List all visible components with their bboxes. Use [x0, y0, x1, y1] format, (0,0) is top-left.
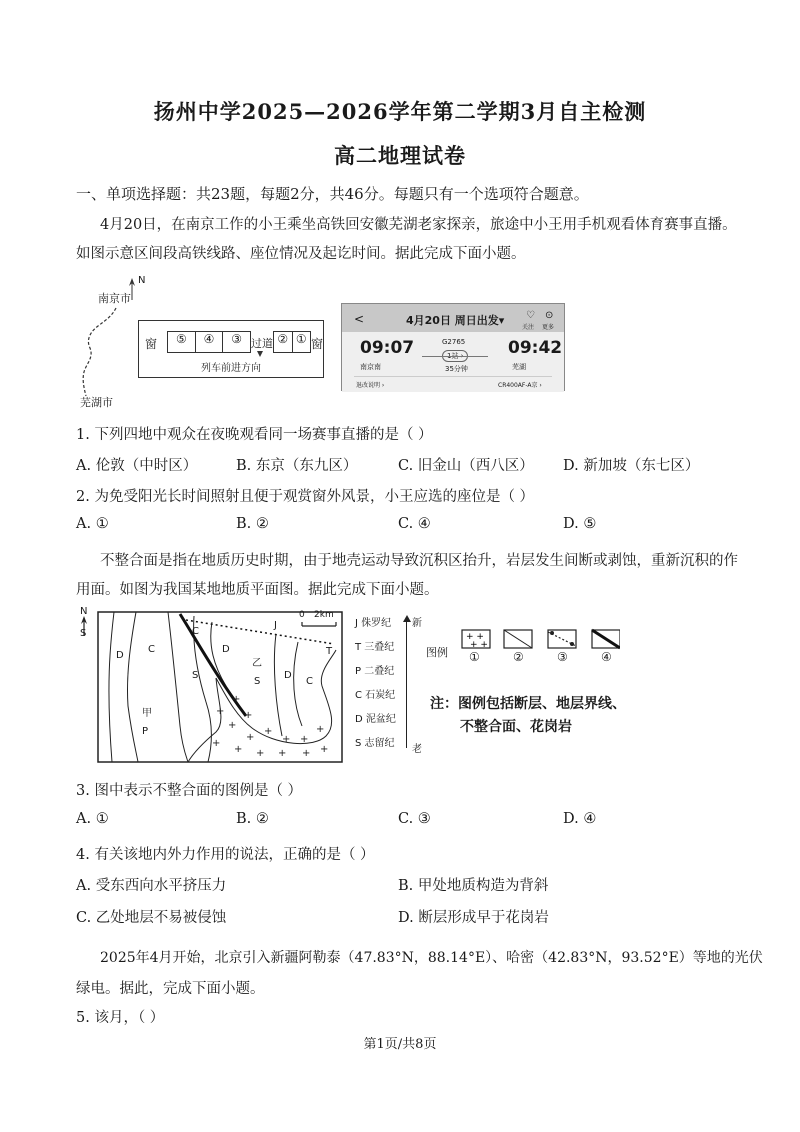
label-s1: S: [80, 628, 87, 639]
seat-1: ①: [295, 332, 307, 346]
stratum-t: T 三叠纪: [355, 642, 395, 653]
ticket-body: [342, 332, 564, 392]
legend-title: 图例: [426, 646, 448, 659]
dep-time: 09:07: [360, 338, 415, 358]
q4-option-a[interactable]: A. 受东西向水平挤压力: [76, 878, 227, 894]
page-number: 第1页/共8页: [363, 1037, 437, 1052]
q2-option-d[interactable]: D. ⑤: [563, 516, 597, 532]
age-old: 老: [412, 744, 422, 755]
map-city-nanjing: 南京市: [98, 292, 131, 305]
direction-label: 列车前进方向: [201, 363, 261, 374]
train-stops: 1站 ›: [442, 350, 468, 362]
train-type: CR400AF-A京 ›: [498, 382, 542, 389]
q2-stem: 2. 为免受阳光长时间照射且便于观赏窗外风景，小王应选的座位是（ ）: [76, 489, 535, 505]
stratum-j: J 侏罗纪: [355, 618, 392, 629]
scale-zero: 0: [299, 610, 305, 620]
legend-1: ①: [469, 650, 480, 664]
legend-4: ④: [601, 650, 612, 664]
ticket-follow: 关注: [522, 324, 535, 331]
seat-row-left: [167, 331, 251, 353]
window-left: 窗: [145, 337, 158, 351]
direction-arrow: [257, 351, 263, 357]
section-heading: 一、单项选择题：共23题，每题2分，共46分。每题只有一个选项符合题意。: [76, 185, 589, 203]
exam-subtitle: 高二地理试卷: [334, 143, 466, 168]
ticket-more: 更多: [542, 324, 555, 331]
train-number: G2765: [442, 338, 466, 346]
svg-text:+ +: + +: [470, 640, 488, 650]
q4-option-c[interactable]: C. 乙处地层不易被侵蚀: [76, 910, 227, 926]
q1-option-d[interactable]: D. 新加坡（东七区）: [563, 458, 700, 474]
q1-option-a[interactable]: A. 伦敦（中时区）: [76, 458, 198, 474]
service-info: 退改说明 ›: [356, 382, 385, 389]
q3-option-a[interactable]: A. ①: [76, 811, 109, 827]
seat-5: ⑤: [168, 332, 196, 352]
passage3-line1: 2025年4月开始，北京引入新疆阿勒泰（47.83°N，88.14°E）、哈密（42.83°N，93.52°E）等地的光伏: [100, 950, 763, 966]
label-c3: C: [306, 676, 313, 687]
ticket-divider: [354, 376, 552, 377]
dep-station: 南京南: [360, 363, 381, 371]
svg-text:+: +: [228, 720, 237, 731]
label-s3: S: [254, 676, 261, 687]
arr-time: 09:42: [508, 338, 563, 358]
trip-duration: 35分钟: [445, 365, 468, 373]
more-icon: ⊙: [545, 310, 554, 321]
svg-text:+: +: [282, 734, 291, 745]
strata-column: [355, 614, 425, 754]
aisle-label: 过道: [251, 337, 273, 350]
label-d2: D: [222, 644, 230, 655]
svg-text:+: +: [216, 706, 225, 717]
seat-4: ④: [196, 332, 224, 352]
seat-row-right: [273, 331, 311, 353]
svg-text:+: +: [246, 732, 255, 743]
passage1-line2: 如图示意区间段高铁线路、座位情况及起讫时间。据此完成下面小题。: [76, 246, 526, 262]
scale-km: 2km: [314, 610, 334, 620]
stratum-d: D 泥盆纪: [355, 714, 396, 725]
stratum-p: P 二叠纪: [355, 666, 395, 677]
svg-text:+: +: [256, 748, 265, 759]
label-j1: J: [274, 620, 277, 631]
legend-3: ③: [557, 650, 568, 664]
ticket-card: [341, 303, 565, 391]
route-line: [422, 356, 488, 357]
q3-stem: 3. 图中表示不整合面的图例是（ ）: [76, 783, 303, 799]
stratum-c: C 石炭纪: [355, 690, 396, 701]
q4-option-d[interactable]: D. 断层形成早于花岗岩: [398, 910, 549, 926]
legend-symbols: [460, 628, 620, 668]
exam-title: 扬州中学2025—2026学年第二学期3月自主检测: [153, 99, 647, 124]
q3-option-b[interactable]: B. ②: [236, 811, 269, 827]
q4-option-b[interactable]: B. 甲处地质构造为背斜: [398, 878, 549, 894]
q3-option-d[interactable]: D. ④: [563, 811, 597, 827]
q4-stem: 4. 有关该地内外力作用的说法，正确的是（ ）: [76, 847, 375, 863]
age-arrow-icon: [403, 615, 411, 622]
map-city-wuhu: 芜湖市: [80, 396, 113, 409]
age-young: 新: [412, 618, 422, 629]
svg-text:+ +: + +: [466, 632, 484, 642]
label-c2: C: [192, 626, 199, 637]
map-north: N: [138, 275, 146, 286]
legend-note-line1: 注：图例包括断层、地层界线、: [430, 696, 626, 712]
q1-option-c[interactable]: C. 旧金山（西八区）: [398, 458, 534, 474]
svg-text:+: +: [234, 744, 243, 755]
legend-note-line2: 不整合面、花岗岩: [460, 719, 572, 735]
label-d3: D: [284, 670, 292, 681]
q2-option-c[interactable]: C. ④: [398, 516, 431, 532]
label-d1: D: [116, 650, 124, 661]
label-yi: 乙: [252, 658, 262, 669]
label-s2: S: [192, 670, 199, 681]
geology-map: [76, 606, 346, 766]
svg-text:+: +: [232, 694, 241, 705]
age-axis: [406, 620, 407, 748]
geo-north: N: [80, 606, 88, 617]
label-c1: C: [148, 644, 155, 655]
svg-text:+: +: [264, 726, 273, 737]
svg-text:+: +: [320, 744, 329, 755]
q1-option-b[interactable]: B. 东京（东九区）: [236, 458, 358, 474]
svg-text:+: +: [300, 734, 309, 745]
svg-text:+: +: [212, 738, 221, 749]
seat-2: ②: [274, 332, 293, 352]
q2-option-a[interactable]: A. ①: [76, 516, 109, 532]
label-jia: 甲: [142, 708, 152, 719]
passage2-line1: 不整合面是指在地质历史时期，由于地壳运动导致沉积区抬升，岩层发生间断或剥蚀，重新沉积的作: [100, 553, 738, 569]
stratum-s: S 志留纪: [355, 738, 395, 749]
svg-text:+: +: [316, 724, 325, 735]
seat-3: ③: [231, 332, 243, 346]
q2-option-b[interactable]: B. ②: [236, 516, 269, 532]
arr-station: 芜湖: [512, 363, 526, 371]
q3-option-c[interactable]: C. ③: [398, 811, 431, 827]
passage1-line1: 4月20日，在南京工作的小王乘坐高铁回安徽芜湖老家探亲，旅途中小王用手机观看体育赛事直播。: [100, 217, 737, 233]
ticket-back-icon: <: [354, 312, 365, 326]
window-right: 窗: [311, 337, 324, 351]
svg-text:+: +: [302, 748, 311, 759]
seat-diagram: [138, 320, 324, 378]
label-t1: T: [326, 646, 333, 657]
ticket-date: 4月20日 周日出发▾: [406, 314, 505, 327]
passage3-line2: 绿电。据此，完成下面小题。: [76, 981, 265, 997]
q5-stem: 5. 该月，（ ）: [76, 1010, 165, 1026]
svg-text:+: +: [244, 710, 253, 721]
heart-icon: ♡: [526, 310, 535, 321]
q1-stem: 1. 下列四地中观众在夜晚观看同一场赛事直播的是（ ）: [76, 427, 433, 443]
legend-2: ②: [513, 650, 524, 664]
label-p1: P: [142, 726, 149, 737]
passage2-line2: 用面。如图为我国某地地质平面图。据此完成下面小题。: [76, 582, 439, 598]
svg-text:+: +: [278, 748, 287, 759]
